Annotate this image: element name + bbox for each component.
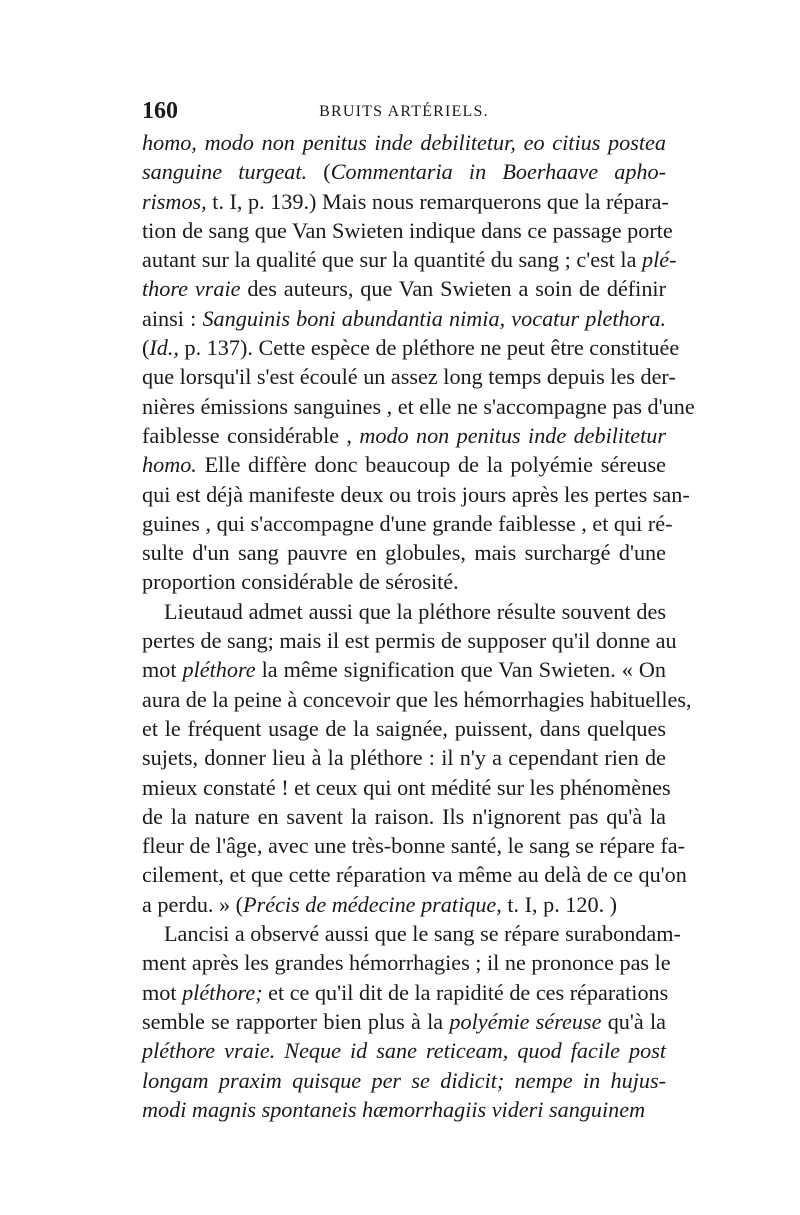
italic-text: pléthore (182, 657, 256, 683)
roman-text: faiblesse considérable , (142, 422, 360, 448)
text-line (142, 362, 676, 391)
italic-text: Sanguinis boni abundantia nimia, vocatur plethora. (202, 305, 666, 331)
text-line (142, 773, 671, 802)
roman-text: qu'à la (601, 1008, 666, 1034)
italic-text: pléthore; (182, 979, 263, 1005)
text-line (142, 1066, 666, 1095)
text-line (142, 157, 666, 186)
text-line (142, 948, 671, 977)
text-line (142, 216, 673, 245)
text-line (142, 626, 677, 655)
roman-text: proportion considérable de sérosité. (142, 569, 459, 595)
roman-text: ( (142, 335, 150, 361)
roman-text: sujets, donner lieu à la pléthore : il n'y a cependant rien de (142, 745, 666, 771)
text-line (142, 567, 666, 596)
text-line (142, 304, 666, 333)
italic-text: homo, modo non penitus inde debilitetur, eo citius postea (142, 130, 666, 155)
text-line (142, 1095, 666, 1124)
text-line (142, 685, 692, 714)
roman-text: nières émissions sanguines , et elle ne s'accompagne pas d'une (142, 393, 695, 419)
page-number: 160 (142, 98, 178, 124)
text-line (142, 274, 666, 303)
text-line (142, 1007, 666, 1036)
text-line (142, 860, 687, 889)
text-line (142, 333, 680, 362)
italic-text: polyémie séreuse (449, 1008, 602, 1034)
text-line (142, 597, 666, 626)
roman-text: cilement, et que cette réparation va même au delà de ce qu'on (142, 862, 687, 888)
text-line (142, 509, 673, 538)
text-line (142, 450, 666, 479)
text-line (142, 538, 666, 567)
roman-text: tion de sang que Van Swieten indique dans ce passage porte (142, 217, 673, 243)
roman-text: qui est déjà manifeste deux ou trois jours après les pertes san- (142, 481, 690, 507)
text-line (142, 831, 685, 860)
italic-text: rismos, (142, 188, 207, 214)
text-line (142, 890, 666, 919)
italic-text: plé- (642, 247, 677, 273)
roman-text: ( (307, 159, 331, 185)
body-text (142, 128, 695, 1124)
roman-text: ainsi : (142, 305, 203, 331)
roman-text: que lorsqu'il s'est écoulé un assez long temps depuis les der- (142, 364, 676, 390)
roman-text: mot (142, 657, 183, 683)
text-line (142, 978, 669, 1007)
text-line (142, 1036, 666, 1065)
roman-text: Elle diffère donc beaucoup de la polyémie séreuse (196, 452, 666, 478)
roman-text: aura de la peine à concevoir que les hémorrhagies habituelles, (142, 686, 692, 712)
italic-text: modo non penitus inde debilitetur (359, 422, 667, 448)
roman-text: pertes de sang; mais il est permis de supposer qu'il donne au (142, 628, 677, 654)
text-line (142, 187, 669, 216)
roman-text: p. 137). Cette espèce de pléthore ne peut être constituée (178, 335, 680, 361)
roman-text: des auteurs, que Van Swieten a soin de définir (240, 276, 666, 302)
italic-text: Commentaria in Boerhaave apho- (330, 159, 667, 185)
roman-text: mieux constaté ! et ceux qui ont médité sur les phénomènes (142, 774, 671, 800)
text-line (142, 128, 666, 157)
italic-text: longam praxim quisque per se didicit; nempe in hujus- (142, 1067, 666, 1093)
italic-text: Précis de médecine pratique, (243, 891, 502, 917)
text-line (142, 802, 666, 831)
roman-text: autant sur la qualité que sur la quantité du sang ; c'est la (142, 247, 642, 273)
roman-text: t. I, p. 120. ) (501, 891, 618, 917)
roman-text: fleur de l'âge, avec une très-bonne santé, le sang se répare fa- (142, 833, 685, 859)
roman-text: a perdu. » ( (142, 891, 244, 917)
roman-text: t. I, p. 139.) Mais nous remarquerons que la répara- (206, 188, 669, 214)
text-line (142, 919, 681, 948)
roman-text: Lancisi a observé aussi que le sang se répare surabondam- (164, 921, 681, 947)
roman-text: mot (142, 979, 183, 1005)
text-line (142, 421, 666, 450)
roman-text: la même signification que Van Swieten. « On (255, 657, 666, 683)
text-line (142, 480, 690, 509)
text-line (142, 392, 695, 421)
roman-text: de la nature en savent la raison. Ils n'ignorent pas qu'à la (142, 803, 666, 829)
roman-text: et le fréquent usage de la saignée, puissent, dans quelques (142, 715, 666, 741)
roman-text: guines , qui s'accompagne d'une grande faiblesse , et qui ré- (142, 510, 673, 536)
text-line (142, 655, 666, 684)
text-line (142, 245, 677, 274)
roman-text: semble se rapporter bien plus à la (142, 1008, 450, 1034)
text-line (142, 714, 666, 743)
roman-text: sulte d'un sang pauvre en globules, mais surchargé d'une (142, 540, 666, 566)
italic-text: sanguine turgeat. (142, 159, 308, 185)
italic-text: thore vraie (142, 276, 241, 302)
text-line (142, 743, 666, 772)
roman-text: et ce qu'il dit de la rapidité de ces réparations (262, 979, 669, 1005)
roman-text: Lieutaud admet aussi que la pléthore résulte souvent des (164, 598, 666, 624)
italic-text: homo. (142, 452, 197, 478)
page-header (142, 96, 666, 126)
italic-text: pléthore vraie. Neque id sane reticeam, quod facile post (142, 1038, 666, 1064)
running-title: BRUITS ARTÉRIELS. (319, 103, 489, 120)
italic-text: Id., (149, 335, 179, 361)
italic-text: modi magnis spontaneis hæmorrhagiis videri sanguinem (142, 1096, 646, 1122)
roman-text: ment après les grandes hémorrhagies ; il ne prononce pas le (142, 950, 671, 976)
